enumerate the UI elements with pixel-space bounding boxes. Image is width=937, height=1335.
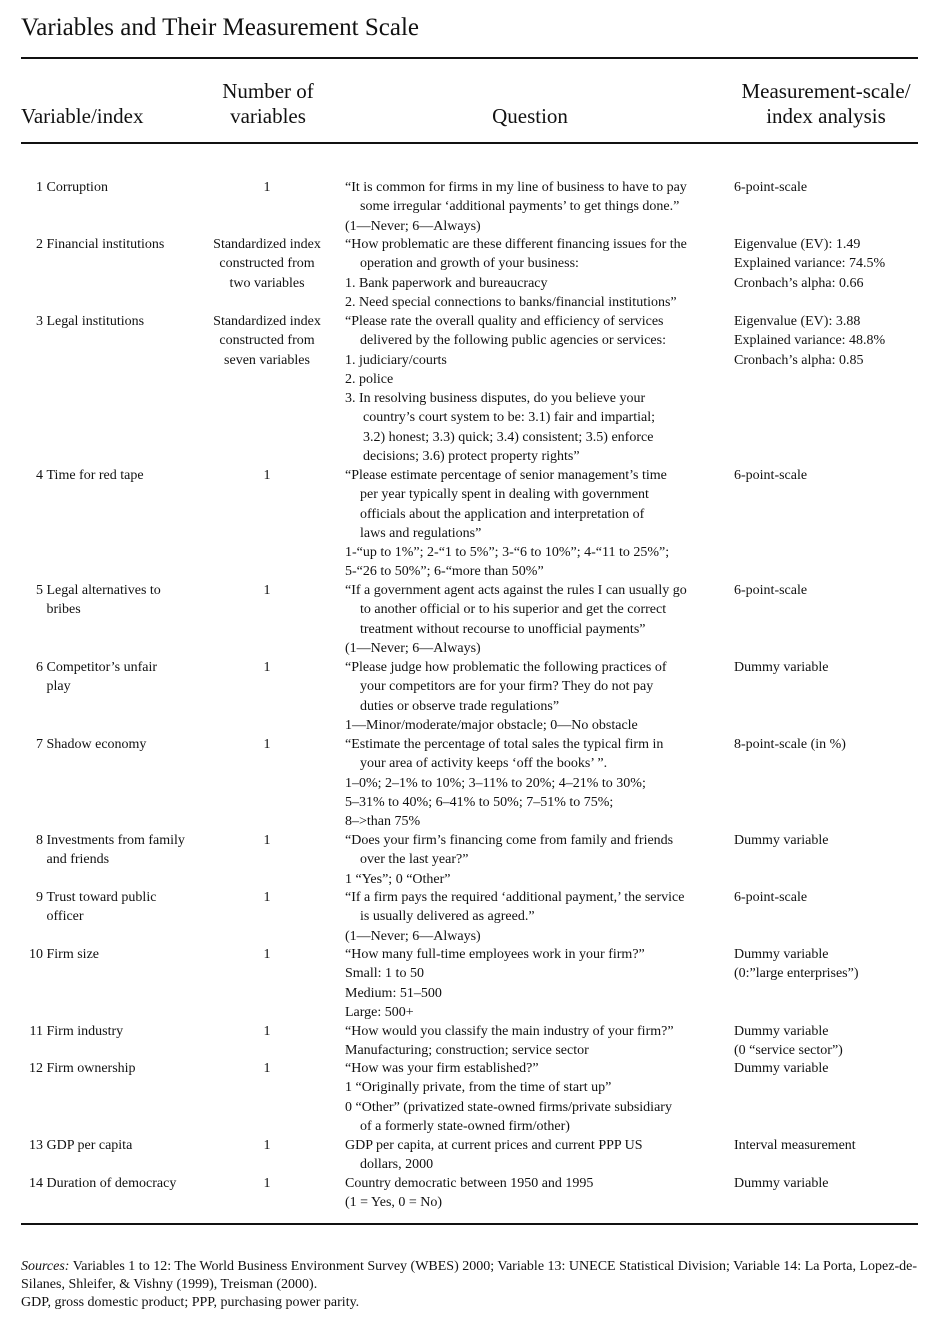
question-line: operation and growth of your business: <box>360 256 579 272</box>
cell-question <box>345 581 723 658</box>
cell-question <box>345 235 723 312</box>
row-number: 10 <box>29 947 43 962</box>
cell-variable <box>21 831 201 870</box>
measurement-line: Eigenvalue (EV): 3.88 <box>734 314 861 329</box>
cell-measurement <box>734 1022 918 1061</box>
header-measurement <box>722 79 930 129</box>
cell-question <box>345 831 723 889</box>
cell-number-of-variables <box>201 581 333 600</box>
header-variable: Variable/index <box>21 104 144 128</box>
measurement-line: 6-point-scale <box>734 468 808 483</box>
count-line: constructed from <box>219 256 315 272</box>
count-line: 1 <box>263 1138 271 1153</box>
variable-line <box>21 658 201 677</box>
variable-line <box>21 1174 201 1193</box>
measurement-line: 6-point-scale <box>734 890 808 905</box>
variable-line <box>21 1136 201 1155</box>
cell-question <box>345 466 723 582</box>
row-number: 2 <box>36 237 43 252</box>
question-line: GDP per capita, at current prices and current PPP US <box>345 1138 643 1153</box>
question-line: 5–31% to 40%; 6–41% to 50%; 7–51% to 75%; <box>345 794 614 810</box>
question-line: “If a government agent acts against the rules I can usually go <box>345 583 687 598</box>
variable-line <box>21 677 201 696</box>
variable-line <box>21 178 201 197</box>
count-line: Standardized index <box>213 314 321 329</box>
question-line: Country democratic between 1950 and 1995 <box>345 1176 594 1191</box>
measurement-line: Dummy variable <box>734 833 829 848</box>
cell-variable <box>21 945 201 964</box>
variable-line <box>21 831 201 850</box>
question-line: “Please estimate percentage of senior management’s time <box>345 468 667 483</box>
variable-name: Firm ownership <box>46 1061 136 1076</box>
question-line: “How problematic are these different financing issues for the <box>345 237 687 252</box>
abbreviations-note: GDP, gross domestic product; PPP, purchasing power parity. <box>21 1295 360 1310</box>
question-line: 1. judiciary/courts <box>345 352 447 368</box>
question-line: 3. In resolving business disputes, do you believe your <box>345 391 646 407</box>
top-rule <box>21 57 918 59</box>
variable-name: Firm industry <box>46 1024 124 1039</box>
measurement-line: (0:”large enterprises”) <box>734 966 859 982</box>
variable-name: Shadow economy <box>46 737 147 752</box>
cell-measurement <box>734 312 918 370</box>
variable-name: Firm size <box>46 947 99 962</box>
cell-measurement <box>734 658 918 677</box>
variable-name: Financial institutions <box>46 237 165 252</box>
cell-number-of-variables <box>201 1174 333 1193</box>
question-line: some irregular ‘additional payments’ to get things done.” <box>360 199 680 215</box>
cell-variable <box>21 312 201 331</box>
count-line: 1 <box>263 833 271 848</box>
question-line: delivered by the following public agencies or services: <box>360 333 666 349</box>
variable-line <box>21 735 201 754</box>
cell-question <box>345 1022 723 1061</box>
cell-number-of-variables <box>201 466 333 485</box>
row-number: 9 <box>36 890 43 905</box>
count-line: seven variables <box>224 352 310 368</box>
question-line: 5-“26 to 50%”; 6-“more than 50%” <box>345 564 544 580</box>
question-line: “Does your firm’s financing come from family and friends <box>345 833 674 848</box>
question-line: “How was your firm established?” <box>345 1061 539 1076</box>
cell-measurement <box>734 235 918 293</box>
question-line: Large: 500+ <box>345 1004 414 1020</box>
question-line: of a formerly state-owned firm/other) <box>360 1118 570 1134</box>
row-number: 5 <box>36 583 43 598</box>
question-line: “Please rate the overall quality and efficiency of services <box>345 314 664 329</box>
cell-variable <box>21 658 201 697</box>
row-number: 8 <box>36 833 43 848</box>
cell-variable <box>21 888 201 927</box>
cell-measurement <box>734 466 918 485</box>
table-notes <box>21 1258 921 1312</box>
question-line: (1—Never; 6—Always) <box>345 218 481 234</box>
header-measurement-line2: index analysis <box>766 104 886 128</box>
cell-number-of-variables <box>201 945 333 964</box>
question-line: 2. police <box>345 371 394 387</box>
measurement-line: Dummy variable <box>734 1176 829 1191</box>
count-line: 1 <box>263 947 271 962</box>
variable-line <box>21 850 201 869</box>
variable-line <box>21 1059 201 1078</box>
question-line: to another official or to his superior and get the correct <box>360 602 667 618</box>
question-line: “Estimate the percentage of total sales the typical firm in <box>345 737 664 752</box>
variable-name: Duration of democracy <box>46 1176 177 1191</box>
cell-question <box>345 178 723 236</box>
question-line: officials about the application and interpretation of <box>360 506 645 522</box>
sources-note <box>21 1258 921 1294</box>
cell-measurement <box>734 735 918 754</box>
variable-name: Trust toward public <box>46 890 157 905</box>
cell-question <box>345 735 723 831</box>
cell-measurement <box>734 1136 918 1155</box>
cell-question <box>345 658 723 735</box>
measurement-line: 6-point-scale <box>734 180 808 195</box>
question-line: duties or observe trade regulations” <box>360 698 560 714</box>
cell-number-of-variables <box>201 235 333 293</box>
header-number-line1: Number of <box>222 79 314 103</box>
question-line: your competitors are for your firm? They do not pay <box>360 679 654 695</box>
question-line: 1 “Originally private, from the time of start up” <box>345 1080 612 1096</box>
count-line: 1 <box>263 890 271 905</box>
variable-name: play <box>46 679 71 695</box>
cell-variable <box>21 1059 201 1078</box>
row-number: 11 <box>29 1024 43 1039</box>
cell-question <box>345 1136 723 1175</box>
variable-name: Legal alternatives to <box>46 583 161 598</box>
variable-line <box>21 312 201 331</box>
question-line: your area of activity keeps ‘off the books’ ”. <box>360 756 608 772</box>
header-rule <box>21 142 918 144</box>
variable-line <box>21 581 201 600</box>
question-line: 1–0%; 2–1% to 10%; 3–11% to 20%; 4–21% to 30%; <box>345 775 646 791</box>
variable-line <box>21 945 201 964</box>
cell-variable <box>21 178 201 197</box>
row-number: 3 <box>36 314 43 329</box>
cell-variable <box>21 235 201 254</box>
variable-name: and friends <box>46 852 110 868</box>
count-line: Standardized index <box>213 237 321 252</box>
variable-name: officer <box>46 909 84 925</box>
count-line: 1 <box>263 1176 271 1191</box>
measurement-line: 8-point-scale (in %) <box>734 737 846 752</box>
count-line: 1 <box>263 1024 271 1039</box>
cell-variable <box>21 466 201 485</box>
cell-number-of-variables <box>201 1022 333 1041</box>
cell-question <box>345 312 723 466</box>
question-line: 1—Minor/moderate/major obstacle; 0—No obstacle <box>345 717 638 733</box>
question-line: “How would you classify the main industry of your firm?” <box>345 1024 674 1039</box>
variable-name: GDP per capita <box>46 1138 133 1153</box>
bottom-rule <box>21 1223 918 1225</box>
cell-measurement <box>734 831 918 850</box>
measurement-line: Dummy variable <box>734 947 829 962</box>
question-line: 1-“up to 1%”; 2-“1 to 5%”; 3-“6 to 10%”; 4-“11 to 25%”; <box>345 545 670 561</box>
count-line: 1 <box>263 737 271 752</box>
header-question: Question <box>492 104 568 128</box>
variable-name: Investments from family <box>46 833 185 848</box>
question-line: “It is common for firms in my line of business to have to pay <box>345 180 687 195</box>
row-number: 1 <box>36 180 43 195</box>
sources-label: Sources: <box>21 1259 70 1274</box>
count-line: 1 <box>263 1061 271 1076</box>
cell-variable <box>21 1174 201 1193</box>
measurement-line: Dummy variable <box>734 1024 829 1039</box>
question-line: 1. Bank paperwork and bureaucracy <box>345 275 548 291</box>
question-line: (1—Never; 6—Always) <box>345 928 481 944</box>
question-line: Manufacturing; construction; service sector <box>345 1043 589 1059</box>
cell-number-of-variables <box>201 888 333 907</box>
count-line: constructed from <box>219 333 315 349</box>
cell-question <box>345 945 723 1022</box>
variable-line <box>21 888 201 907</box>
question-line: 3.2) honest; 3.3) quick; 3.4) consistent; 3.5) enforce <box>363 429 654 445</box>
cell-measurement <box>734 1059 918 1078</box>
question-line: 8–>than 75% <box>345 814 421 830</box>
cell-number-of-variables <box>201 831 333 850</box>
measurement-line: 6-point-scale <box>734 583 808 598</box>
cell-number-of-variables <box>201 735 333 754</box>
question-line: country’s court system to be: 3.1) fair and impartial; <box>363 410 655 426</box>
variable-line <box>21 1022 201 1041</box>
cell-question <box>345 1059 723 1136</box>
question-line: treatment without recourse to unofficial payments” <box>360 621 646 637</box>
header-number <box>198 79 338 129</box>
cell-question <box>345 1174 723 1213</box>
measurement-line: Explained variance: 74.5% <box>734 256 886 272</box>
question-line: “How many full-time employees work in your firm?” <box>345 947 645 962</box>
question-line: is usually delivered as agreed.” <box>360 909 535 925</box>
count-line: 1 <box>263 468 271 483</box>
question-line: 2. Need special connections to banks/financial institutions” <box>345 294 677 310</box>
measurement-line: Dummy variable <box>734 1061 829 1076</box>
cell-number-of-variables <box>201 1136 333 1155</box>
variable-name: Competitor’s unfair <box>46 660 158 675</box>
cell-number-of-variables <box>201 312 333 370</box>
variable-line <box>21 907 201 926</box>
row-number: 14 <box>29 1176 43 1191</box>
measurement-line: Dummy variable <box>734 660 829 675</box>
question-line: Medium: 51–500 <box>345 985 442 1001</box>
cell-variable <box>21 1022 201 1041</box>
cell-variable <box>21 581 201 620</box>
header-measurement-line1: Measurement-scale/ <box>741 79 911 103</box>
question-line: Small: 1 to 50 <box>345 966 424 982</box>
table-title: Variables and Their Measurement Scale <box>21 14 419 41</box>
question-line: over the last year?” <box>360 852 469 868</box>
variable-name: Time for red tape <box>46 468 144 483</box>
variable-line <box>21 466 201 485</box>
measurement-line: Eigenvalue (EV): 1.49 <box>734 237 861 252</box>
cell-variable <box>21 1136 201 1155</box>
question-line: “Please judge how problematic the following practices of <box>345 660 667 675</box>
question-line: dollars, 2000 <box>360 1157 434 1173</box>
count-line: 1 <box>263 583 271 598</box>
cell-measurement <box>734 945 918 984</box>
question-line: 1 “Yes”; 0 “Other” <box>345 871 451 887</box>
cell-variable <box>21 735 201 754</box>
question-line: (1—Never; 6—Always) <box>345 640 481 656</box>
cell-measurement <box>734 888 918 907</box>
count-line: 1 <box>263 660 271 675</box>
cell-measurement <box>734 178 918 197</box>
cell-measurement <box>734 1174 918 1193</box>
cell-number-of-variables <box>201 178 333 197</box>
cell-question <box>345 888 723 946</box>
measurement-line: (0 “service sector”) <box>734 1043 843 1059</box>
row-number: 12 <box>29 1061 43 1076</box>
row-number: 7 <box>36 737 43 752</box>
header-number-line2: variables <box>230 104 306 128</box>
measurement-line: Cronbach’s alpha: 0.66 <box>734 275 864 291</box>
measurement-line: Interval measurement <box>734 1138 856 1153</box>
question-line: decisions; 3.6) protect property rights” <box>363 449 580 465</box>
measurement-line: Explained variance: 48.8% <box>734 333 886 349</box>
count-line: two variables <box>229 275 305 291</box>
cell-number-of-variables <box>201 1059 333 1078</box>
question-line: “If a firm pays the required ‘additional payment,’ the service <box>345 890 685 905</box>
question-line: 0 “Other” (privatized state-owned firms/private subsidiary <box>345 1099 672 1115</box>
variable-name: Corruption <box>46 180 108 195</box>
row-number: 13 <box>29 1138 43 1153</box>
variable-name: bribes <box>46 602 81 618</box>
variable-line <box>21 600 201 619</box>
row-number: 6 <box>36 660 43 675</box>
sources-text: Variables 1 to 12: The World Business Environment Survey (WBES) 2000; Variable 13: UNECE Statistical Division; Variable 14: La Porta, Lopez-de-Silanes, Shleifer, & Vishny (1999), Treisman (2000). <box>21 1259 918 1292</box>
variable-line <box>21 235 201 254</box>
count-line: 1 <box>263 180 271 195</box>
variable-name: Legal institutions <box>46 314 145 329</box>
row-number: 4 <box>36 468 43 483</box>
cell-number-of-variables <box>201 658 333 677</box>
measurement-line: Cronbach’s alpha: 0.85 <box>734 352 864 368</box>
cell-measurement <box>734 581 918 600</box>
question-line: per year typically spent in dealing with government <box>360 487 649 503</box>
question-line: laws and regulations” <box>360 525 482 541</box>
question-line: (1 = Yes, 0 = No) <box>345 1195 443 1211</box>
